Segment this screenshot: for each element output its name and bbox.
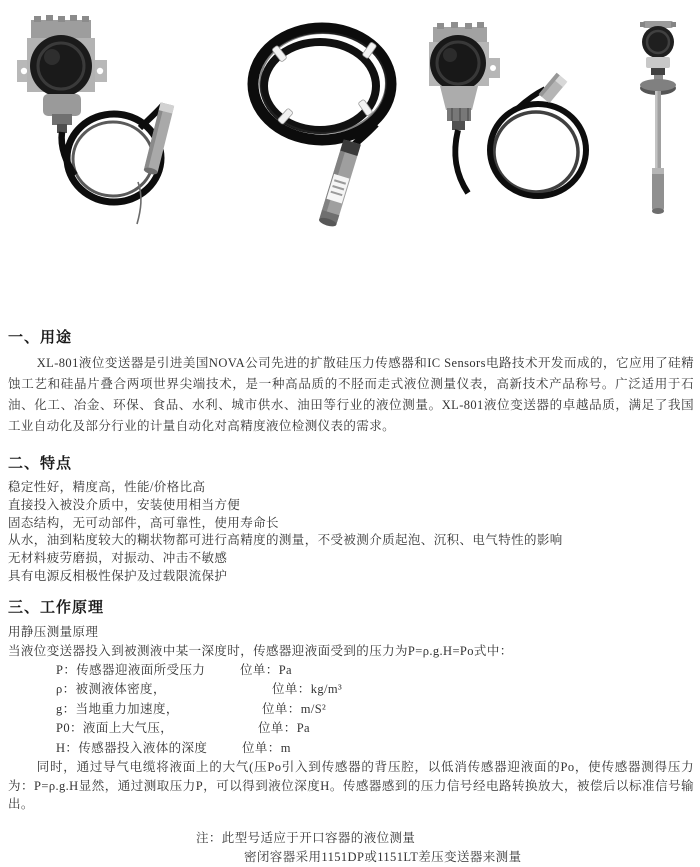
- parameter-row: [8, 700, 694, 720]
- parameter-row: [8, 661, 694, 681]
- photo-rod-type-transmitter: [640, 21, 676, 214]
- feature-item: 直接投入被没介质中，安装使用相当方便: [8, 497, 241, 512]
- document-body: [8, 326, 694, 867]
- parameter-unit: 位单：kg/m³: [272, 682, 343, 697]
- parameter-term: H：传感器投入液体的深度: [56, 740, 208, 755]
- product-photos-illustration: [0, 0, 700, 250]
- principle-intro-line: 用静压测量原理: [8, 624, 99, 639]
- principle-closing-paragraph: 同时，通过导气电缆将液面上的大气(压Po引入到传感器的背压腔，以低消传感器迎液面的Po，使传感器测得压力为：P=ρ.g.H显然，通过测取压力P，可以得到液位深度H。传感器感到的压力信号经电路转换放大，被偿后以标准信号输出。: [8, 760, 694, 812]
- parameter-unit: 位单：Pa: [258, 721, 311, 736]
- probe-cylinder-2: [318, 139, 361, 228]
- parameter-unit: 位单：m/S²: [262, 701, 327, 716]
- feature-item: 固态结构，无可动部件，高可靠性，使用寿命长: [8, 515, 279, 530]
- feature-item: 无材料疲劳磨损，对振动、冲击不敏感: [8, 551, 228, 566]
- feature-item: 具有电源反相极性保护及过载限流保护: [8, 568, 228, 583]
- photo-transmitter-bracket-coil: [17, 15, 174, 224]
- note-line-open-vessel: 注：此型号适应于开口容器的液位测量: [196, 830, 416, 845]
- parameter-term: P：传感器迎液面所受压力: [56, 662, 206, 677]
- feature-list: [8, 479, 694, 586]
- feature-item: 稳定性好，精度高，性能/价格比高: [8, 480, 206, 494]
- photo-transmitter-cable-loop: [429, 22, 586, 196]
- usage-paragraph: XL-801液位变送器是引进美国NOVA公司先进的扩散硅压力传感器和IC Sensors电路技术开发而成的，它应用了硅精蚀工艺和硅晶片叠合两项世界尖端技术，是一种高品质的不胫而走式液位测量仪表，高新技术产品称号。广泛适用于石油、化工、冶金、环保、食品、水利、城市供水、油田等行业的液位测量。XL-801液位变送器的卓越品质，满足了我国工业自动化及部分行业的计量自动化对高精度液位检测仪表的需求。: [8, 356, 694, 433]
- parameter-row: [8, 719, 694, 739]
- parameter-term: ρ：被测液体密度，: [56, 682, 166, 697]
- section-heading-usage: 一、用途: [8, 328, 73, 346]
- photo-cable-coil-probe: [253, 28, 391, 228]
- note-line-closed-vessel: 密闭容器采用1151DP或1151LT差压变送器来测量: [244, 849, 522, 864]
- section-heading-features: 二、特点: [8, 454, 73, 472]
- product-photos-strip: [0, 0, 700, 250]
- parameter-row: [8, 680, 694, 700]
- parameter-term: g：当地重力加速度，: [56, 701, 179, 716]
- parameter-term: P0：液面上大气压，: [56, 721, 174, 736]
- parameter-row: [8, 739, 694, 759]
- parameter-unit: 位单：m: [242, 740, 291, 755]
- section-heading-principle: 三、工作原理: [8, 597, 105, 616]
- parameter-unit: 位单：Pa: [240, 662, 293, 677]
- principle-formula-line: 当液位变送器投入到被测液中某一深度时，传感器迎液面受到的压力为P=ρ.g.H=Po式中：: [8, 643, 513, 658]
- feature-item: 从水，油到粘度较大的糊状物都可进行高精度的测量，不受被测介质起泡、沉积、电气特性的影响: [8, 533, 563, 548]
